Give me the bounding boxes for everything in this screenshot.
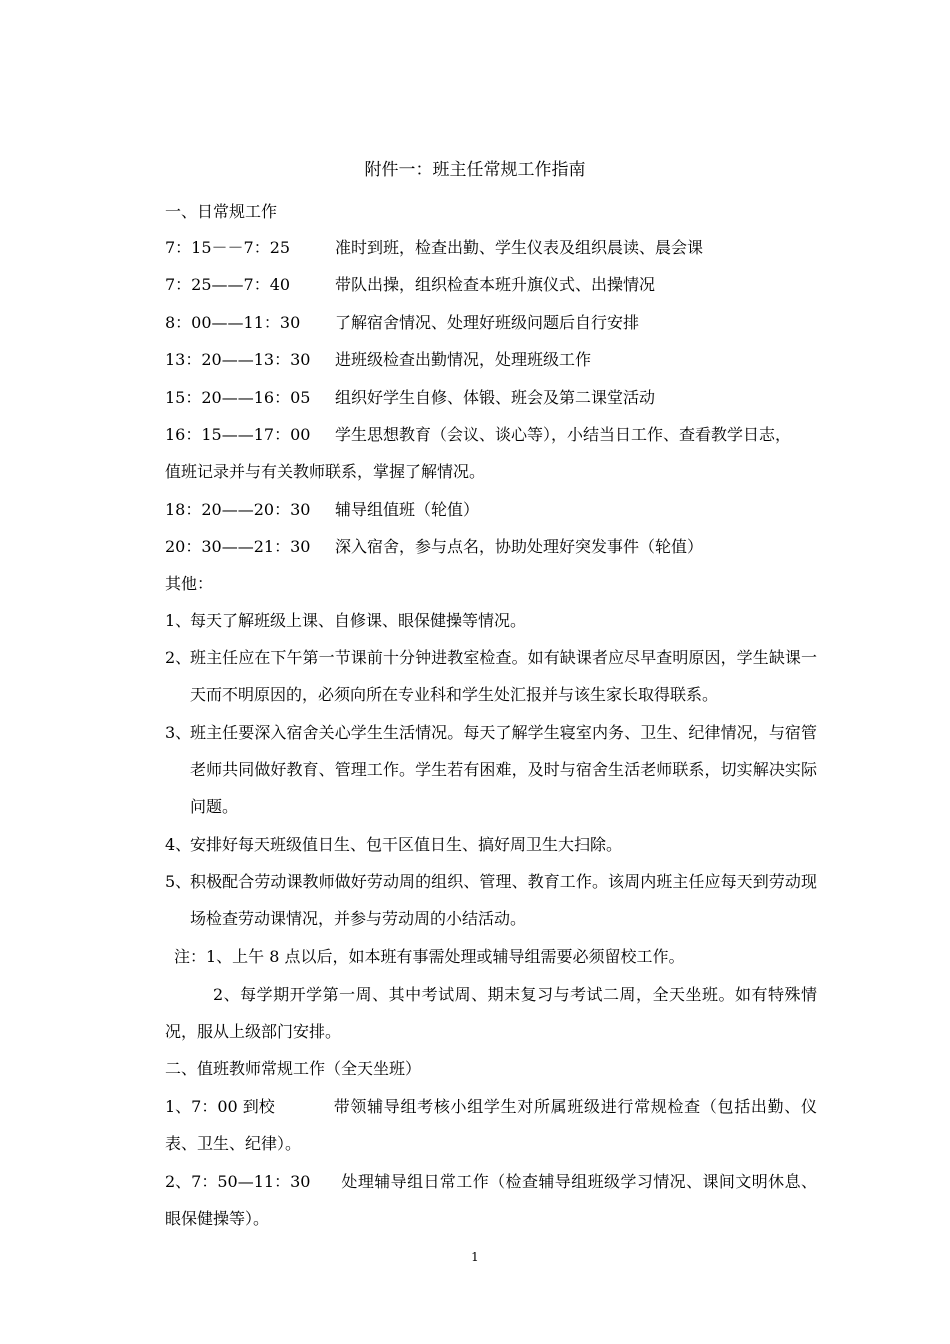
- list-item-number: 1、: [165, 611, 192, 630]
- list-item: [165, 714, 817, 825]
- page-number: 1: [471, 1250, 479, 1264]
- list-item-text: 每天了解班级上课、自修课、眼保健操等情况。: [190, 611, 527, 630]
- schedule-row: [165, 423, 825, 447]
- schedule-time: 7：25——7：40: [165, 275, 291, 294]
- schedule-row: [165, 273, 825, 297]
- schedule-desc: 带队出操，组织检查本班升旗仪式、出操情况: [335, 275, 656, 294]
- schedule-desc: 学生思想教育（会议、谈心等），小结当日工作、查看教学日志，: [335, 425, 792, 444]
- duty-item-text: 带领辅导组考核小组学生对所属班级进行常规检查（包括出勤、仪表、卫生、纪律）。: [165, 1097, 817, 1153]
- schedule-row: [165, 311, 825, 335]
- list-item: [165, 639, 817, 713]
- section-heading-duty: 二、值班教师常规工作（全天坐班）: [165, 1059, 422, 1078]
- schedule-row: [165, 535, 825, 559]
- schedule-time: 8：00——11：30: [165, 313, 301, 332]
- other-heading: 其他：: [165, 574, 214, 593]
- schedule-time: 15：20——16：05: [165, 388, 311, 407]
- schedule-time: 16：15——17：00: [165, 425, 311, 444]
- list-item-text: 安排好每天班级值日生、包干区值日生、搞好周卫生大扫除。: [190, 835, 623, 854]
- list-item-text: 班主任要深入宿舍关心学生生活情况。每天了解学生寝室内务、卫生、纪律情况，与宿管老师共同做好教育、管理工作。学生若有困难，及时与宿舍生活老师联系，切实解决实际问题。: [190, 723, 817, 816]
- list-item: [165, 826, 817, 863]
- schedule-desc-continued: 值班记录并与有关教师联系，掌握了解情况。: [165, 462, 486, 481]
- list-item-text: 积极配合劳动课教师做好劳动周的组织、管理、教育工作。该周内班主任应每天到劳动现场检查劳动课情况，并参与劳动周的小结活动。: [190, 872, 817, 928]
- schedule-desc: 深入宿舍，参与点名，协助处理好突发事件（轮值）: [335, 537, 704, 556]
- list-item: [165, 863, 817, 937]
- note-1: 注：1、上午 8 点以后，如本班有事需处理或辅导组需要必须留校工作。: [174, 947, 685, 966]
- list-item: [165, 602, 817, 639]
- note-2: 2、每学期开学第一周、其中考试周、期末复习与考试二周，全天坐班。如有特殊情况，服从上级部门安排。: [165, 985, 817, 1041]
- list-item-number: 5、: [165, 872, 192, 891]
- schedule-time: 18：20——20：30: [165, 500, 311, 519]
- schedule-row: [165, 348, 825, 372]
- section-heading-daily: 一、日常规工作: [165, 202, 278, 221]
- schedule-row: [165, 386, 825, 410]
- schedule-time: 7：15－－7：25: [165, 238, 291, 257]
- schedule-desc: 了解宿舍情况、处理好班级问题后自行安排: [335, 313, 640, 332]
- schedule-desc: 辅导组值班（轮值）: [335, 500, 480, 519]
- schedule-desc: 组织好学生自修、体锻、班会及第二课堂活动: [335, 388, 656, 407]
- duty-item: [165, 1163, 817, 1237]
- duty-item-time: 2、7：50—11：30: [165, 1172, 311, 1191]
- duty-item-text: 处理辅导组日常工作（检查辅导组班级学习情况、课间文明休息、眼保健操等）。: [165, 1172, 817, 1228]
- schedule-row: [165, 236, 825, 260]
- schedule-desc: 进班级检查出勤情况，处理班级工作: [335, 350, 592, 369]
- duty-item: [165, 1088, 817, 1162]
- document-title: 附件一：班主任常规工作指南: [364, 160, 586, 180]
- schedule-time: 20：30——21：30: [165, 537, 311, 556]
- list-item-number: 2、: [165, 648, 192, 667]
- schedule-row: [165, 498, 825, 522]
- list-item-number: 3、: [165, 723, 192, 742]
- duty-item-time: 1、7：00 到校: [165, 1097, 275, 1116]
- list-item-text: 班主任应在下午第一节课前十分钟进教室检查。如有缺课者应尽早查明原因，学生缺课一天而不明原因的，必须向所在专业科和学生处汇报并与该生家长取得联系。: [190, 648, 817, 704]
- schedule-time: 13：20——13：30: [165, 350, 311, 369]
- schedule-desc: 准时到班，检查出勤、学生仪表及组织晨读、晨会课: [335, 238, 704, 257]
- list-item-number: 4、: [165, 835, 192, 854]
